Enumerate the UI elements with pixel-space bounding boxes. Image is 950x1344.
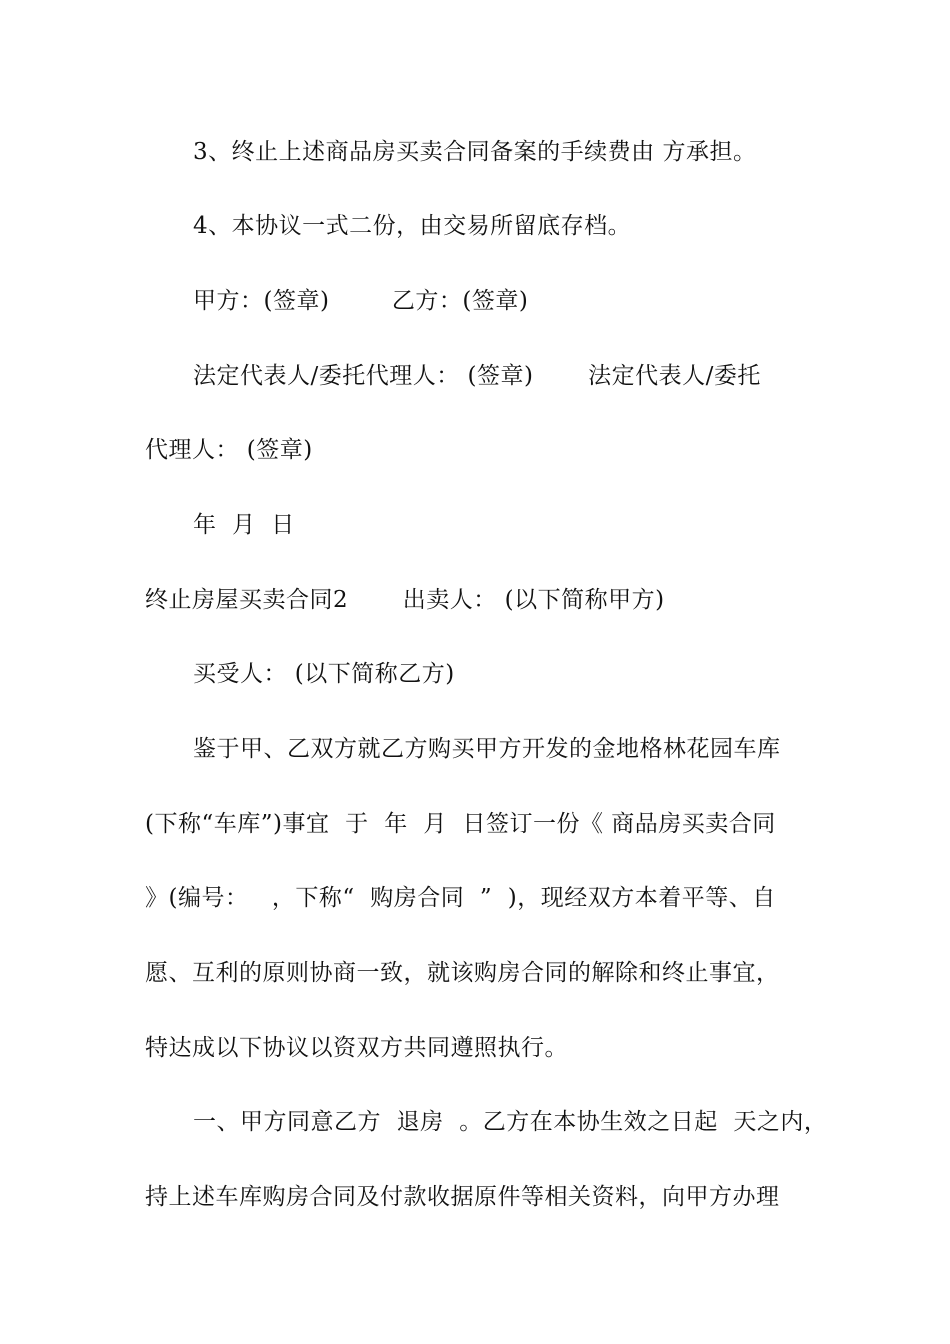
date-line: 年 月 日: [193, 512, 295, 538]
contract-title-seller: 终止房屋买卖合同2 出卖人： (以下简称甲方): [145, 587, 665, 613]
article-1-line-2: 持上述车库购房合同及付款收据原件等相关资料，向甲方办理: [145, 1184, 780, 1210]
preamble-line-1: 鉴于甲、乙双方就乙方购买甲方开发的金地格林花园车库: [193, 736, 781, 762]
representative-signatures-cont: 代理人： (签章): [145, 437, 313, 463]
representative-signatures: 法定代表人/委托代理人： (签章) 法定代表人/委托: [193, 363, 761, 389]
article-1-line-1: 一、甲方同意乙方 退房 。乙方在本协生效之日起 天之内，: [193, 1109, 828, 1135]
buyer-line: 买受人： (以下简称乙方): [193, 661, 455, 687]
preamble-line-4: 愿、互利的原则协商一致，就该购房合同的解除和终止事宜，: [145, 960, 780, 986]
party-signatures: 甲方：(签章) 乙方：(签章): [193, 288, 529, 314]
preamble-line-5: 特达成以下协议以资双方共同遵照执行。: [145, 1035, 568, 1061]
clause-4-copies: 4、本协议一式二份，由交易所留底存档。: [193, 213, 632, 239]
clause-3-fee: 3、终止上述商品房买卖合同备案的手续费由 方承担。: [193, 139, 757, 165]
preamble-line-3: 》(编号： ，下称“ 购房合同 ” )，现经双方本着平等、自: [145, 885, 776, 911]
preamble-line-2: (下称“车库”)事宜 于 年 月 日签订一份《 商品房买卖合同: [145, 811, 776, 837]
